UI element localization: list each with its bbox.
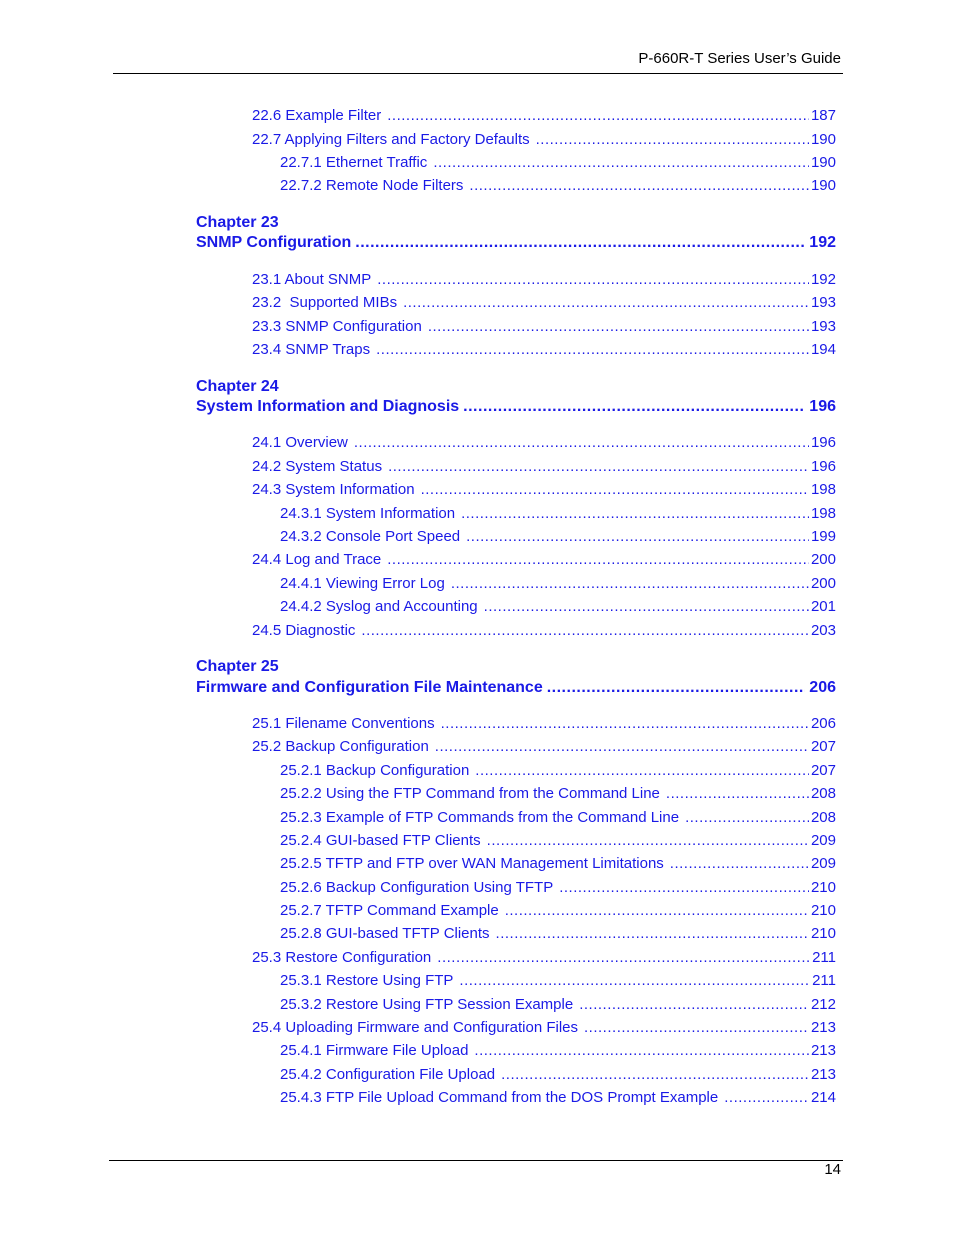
toc-entry[interactable] bbox=[280, 925, 836, 943]
toc-entry-text: 25.2.8 GUI-based TFTP Clients bbox=[280, 925, 490, 942]
chapter-label: Chapter 24 bbox=[196, 378, 279, 395]
toc-entry-page: 209 bbox=[810, 855, 836, 872]
toc-entry-text: 22.7.1 Ethernet Traffic bbox=[280, 154, 428, 171]
header-rule bbox=[113, 73, 843, 74]
toc-entry-page: 210 bbox=[810, 925, 836, 942]
leader-dots bbox=[451, 575, 809, 593]
toc-entry-page: 194 bbox=[810, 341, 836, 358]
toc-entry[interactable] bbox=[280, 528, 836, 546]
toc-entry-text: 25.1 Filename Conventions bbox=[252, 715, 435, 732]
toc-entry-page: 211 bbox=[812, 949, 836, 966]
toc-entry-page: 209 bbox=[810, 832, 836, 849]
toc-entry-text: 25.3.2 Restore Using FTP Session Example bbox=[280, 996, 574, 1013]
toc-entry-text: 23.4 SNMP Traps bbox=[252, 341, 371, 358]
toc-entry-text: 24.3.2 Console Port Speed bbox=[280, 528, 461, 545]
toc-entry-page: 203 bbox=[810, 622, 836, 639]
toc-entry[interactable] bbox=[252, 1019, 836, 1037]
leader-dots bbox=[377, 271, 809, 289]
toc-entry[interactable] bbox=[252, 434, 836, 452]
toc-entry-text: 24.4.1 Viewing Error Log bbox=[280, 575, 445, 592]
toc-entry-page: 207 bbox=[810, 762, 836, 779]
toc-entry-text: 24.2 System Status bbox=[252, 458, 383, 475]
toc-entry-text: 24.3 System Information bbox=[252, 481, 415, 498]
chapter-page: 192 bbox=[809, 234, 836, 251]
leader-dots bbox=[459, 972, 810, 990]
toc-entry-page: 190 bbox=[810, 154, 836, 171]
toc-entry-text: 25.4.2 Configuration File Upload bbox=[280, 1066, 496, 1083]
leader-dots bbox=[376, 341, 809, 359]
toc-entry-page: 210 bbox=[810, 902, 836, 919]
toc-entry-text: 22.7 Applying Filters and Factory Defaults bbox=[252, 131, 530, 148]
toc-entry[interactable] bbox=[280, 575, 836, 593]
leader-dots bbox=[547, 678, 806, 698]
toc-entry[interactable] bbox=[280, 972, 836, 990]
footer-rule bbox=[109, 1160, 843, 1161]
toc-entry-page: 201 bbox=[810, 598, 836, 615]
toc-entry-text: 25.4.3 FTP File Upload Command from the DOS Prompt Example bbox=[280, 1089, 719, 1106]
chapter-title-link[interactable] bbox=[196, 678, 836, 698]
leader-dots bbox=[496, 925, 809, 943]
leader-dots bbox=[484, 598, 809, 616]
document-header-title: P-660R-T Series User’s Guide bbox=[638, 50, 841, 67]
toc-entry[interactable] bbox=[252, 271, 836, 289]
toc-entry[interactable] bbox=[280, 785, 836, 803]
toc-entry[interactable] bbox=[280, 832, 836, 850]
toc-entry-page: 208 bbox=[810, 809, 836, 826]
toc-entry-page: 193 bbox=[810, 294, 836, 311]
toc-entry-page: 198 bbox=[810, 505, 836, 522]
toc-entry[interactable] bbox=[252, 107, 836, 125]
toc-entry-page: 200 bbox=[810, 551, 836, 568]
toc-entry[interactable] bbox=[280, 1089, 836, 1107]
toc-entry[interactable] bbox=[280, 879, 836, 897]
toc-entry[interactable] bbox=[280, 154, 836, 172]
leader-dots bbox=[361, 622, 809, 640]
toc-entry-text: 22.7.2 Remote Node Filters bbox=[280, 177, 464, 194]
toc-entry-text: 25.2.3 Example of FTP Commands from the Command Line bbox=[280, 809, 680, 826]
toc-entry-page: 193 bbox=[810, 318, 836, 335]
leader-dots bbox=[355, 233, 805, 253]
toc-entry-text: 24.1 Overview bbox=[252, 434, 348, 451]
toc-entry-text: 25.2.1 Backup Configuration bbox=[280, 762, 470, 779]
toc-entry[interactable] bbox=[252, 622, 836, 640]
chapter-title-link[interactable] bbox=[196, 233, 836, 253]
chapter-page: 206 bbox=[809, 679, 836, 696]
toc-entry-text: 25.3 Restore Configuration bbox=[252, 949, 432, 966]
toc-entry[interactable] bbox=[252, 318, 836, 336]
toc-entry[interactable] bbox=[280, 902, 836, 920]
leader-dots bbox=[461, 505, 809, 523]
leader-dots bbox=[428, 318, 809, 336]
toc-entry[interactable] bbox=[252, 131, 836, 149]
leader-dots bbox=[463, 397, 805, 417]
toc-entry-page: 213 bbox=[810, 1019, 836, 1036]
toc-entry[interactable] bbox=[252, 551, 836, 569]
toc-entry[interactable] bbox=[252, 949, 836, 967]
leader-dots bbox=[666, 785, 809, 803]
toc-entry-page: 200 bbox=[810, 575, 836, 592]
toc-entry-text: 23.3 SNMP Configuration bbox=[252, 318, 422, 335]
toc-entry-text: 25.2.2 Using the FTP Command from the Command Line bbox=[280, 785, 660, 802]
toc-entry-text: 24.4.2 Syslog and Accounting bbox=[280, 598, 478, 615]
toc-entry-page: 187 bbox=[810, 107, 836, 124]
toc-entry-text: 25.2.6 Backup Configuration Using TFTP bbox=[280, 879, 554, 896]
toc-entry-text: 25.4.1 Firmware File Upload bbox=[280, 1042, 469, 1059]
toc-entry[interactable] bbox=[280, 177, 836, 195]
leader-dots bbox=[501, 1066, 809, 1084]
toc-entry-text: 25.3.1 Restore Using FTP bbox=[280, 972, 454, 989]
leader-dots bbox=[670, 855, 809, 873]
leader-dots bbox=[685, 809, 809, 827]
leader-dots bbox=[584, 1019, 809, 1037]
leader-dots bbox=[505, 902, 809, 920]
toc-entry-text: 25.2 Backup Configuration bbox=[252, 738, 429, 755]
leader-dots bbox=[387, 107, 809, 125]
toc-entry[interactable] bbox=[252, 715, 836, 733]
toc-entry[interactable] bbox=[252, 481, 836, 499]
chapter-title: Firmware and Configuration File Maintenance bbox=[196, 679, 543, 696]
leader-dots bbox=[435, 738, 809, 756]
leader-dots bbox=[579, 996, 809, 1014]
leader-dots bbox=[559, 879, 809, 897]
toc-entry-text: 25.2.4 GUI-based FTP Clients bbox=[280, 832, 481, 849]
leader-dots bbox=[724, 1089, 809, 1107]
toc-entry[interactable] bbox=[252, 294, 836, 312]
leader-dots bbox=[433, 154, 809, 172]
toc-entry-page: 210 bbox=[810, 879, 836, 896]
toc-entry-page: 214 bbox=[810, 1089, 836, 1106]
leader-dots bbox=[387, 551, 809, 569]
chapter-label: Chapter 25 bbox=[196, 658, 279, 675]
toc-entry-page: 213 bbox=[810, 1042, 836, 1059]
toc-entry-page: 206 bbox=[810, 715, 836, 732]
chapter-title-link[interactable] bbox=[196, 397, 836, 417]
toc-entry[interactable] bbox=[280, 996, 836, 1014]
leader-dots bbox=[487, 832, 809, 850]
toc-entry[interactable] bbox=[280, 1066, 836, 1084]
leader-dots bbox=[469, 177, 809, 195]
toc-entry[interactable] bbox=[252, 458, 836, 476]
toc-entry-page: 208 bbox=[810, 785, 836, 802]
toc-entry-page: 207 bbox=[810, 738, 836, 755]
toc-entry[interactable] bbox=[280, 1042, 836, 1060]
toc-entry-text: 24.4 Log and Trace bbox=[252, 551, 382, 568]
toc-entry-page: 190 bbox=[810, 131, 836, 148]
toc-entry-page: 196 bbox=[810, 458, 836, 475]
toc-entry-page: 211 bbox=[812, 972, 836, 989]
leader-dots bbox=[421, 481, 809, 499]
leader-dots bbox=[388, 458, 809, 476]
leader-dots bbox=[437, 949, 810, 967]
toc-entry-text: 25.2.5 TFTP and FTP over WAN Management Limitations bbox=[280, 855, 664, 872]
toc-entry-page: 196 bbox=[810, 434, 836, 451]
chapter-label: Chapter 23 bbox=[196, 214, 279, 231]
leader-dots bbox=[536, 131, 809, 149]
page-number: 14 bbox=[824, 1161, 841, 1178]
toc-entry[interactable] bbox=[280, 505, 836, 523]
toc-entry[interactable] bbox=[280, 762, 836, 780]
toc-entry-text: 22.6 Example Filter bbox=[252, 107, 382, 124]
toc-entry[interactable] bbox=[252, 738, 836, 756]
toc-entry-text: 23.1 About SNMP bbox=[252, 271, 372, 288]
leader-dots bbox=[475, 762, 809, 780]
toc-entry[interactable] bbox=[280, 809, 836, 827]
toc-entry-page: 213 bbox=[810, 1066, 836, 1083]
leader-dots bbox=[354, 434, 809, 452]
toc-entry-text: 23.2 Supported MIBs bbox=[252, 294, 398, 311]
toc-entry-page: 190 bbox=[810, 177, 836, 194]
leader-dots bbox=[441, 715, 809, 733]
toc-entry-page: 212 bbox=[810, 996, 836, 1013]
chapter-page: 196 bbox=[809, 398, 836, 415]
toc-entry-text: 24.5 Diagnostic bbox=[252, 622, 356, 639]
leader-dots bbox=[474, 1042, 809, 1060]
leader-dots bbox=[466, 528, 809, 546]
leader-dots bbox=[403, 294, 809, 312]
toc-entry[interactable] bbox=[280, 598, 836, 616]
chapter-title: SNMP Configuration bbox=[196, 234, 352, 251]
toc-entry-text: 24.3.1 System Information bbox=[280, 505, 456, 522]
toc-entry-text: 25.2.7 TFTP Command Example bbox=[280, 902, 499, 919]
toc-entry-page: 192 bbox=[810, 271, 836, 288]
toc-entry-page: 198 bbox=[810, 481, 836, 498]
toc-entry[interactable] bbox=[280, 855, 836, 873]
chapter-title: System Information and Diagnosis bbox=[196, 398, 460, 415]
toc-entry-page: 199 bbox=[810, 528, 836, 545]
toc-entry[interactable] bbox=[252, 341, 836, 359]
toc-entry-text: 25.4 Uploading Firmware and Configuration Files bbox=[252, 1019, 579, 1036]
